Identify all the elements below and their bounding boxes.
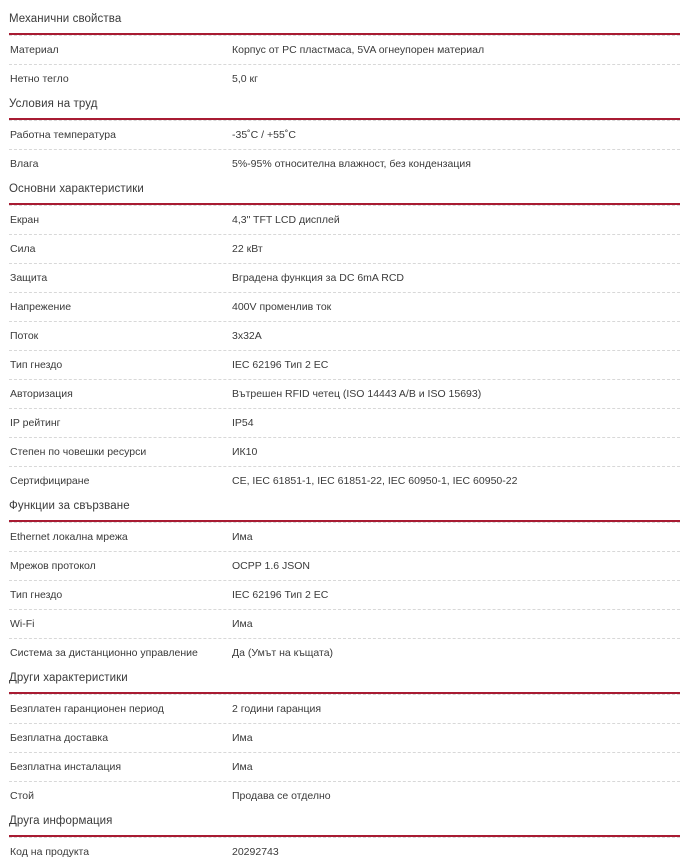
section-heading: Условия на труд [9,98,98,110]
spec-section [0,495,692,667]
spec-value: 4,3" TFT LCD дисплей [232,214,340,226]
spec-label: Напрежение [10,301,72,313]
spec-row [9,120,680,149]
spec-value: Има [232,618,253,630]
spec-label: Безплатна инсталация [10,761,122,773]
spec-label: Код на продукта [10,846,90,858]
spec-section [0,667,692,810]
spec-value: 20292743 [232,846,279,858]
section-heading: Друга информация [9,815,113,827]
spec-value: 5%-95% относителна влажност, без кондензация [232,158,471,170]
spec-value: Да (Умът на къщата) [232,647,334,659]
spec-row [9,638,680,667]
spec-label: Защита [10,272,48,284]
spec-value: Вътрешен RFID четец (ISO 14443 A/B и ISO 15693) [232,388,482,400]
spec-section [0,93,692,178]
spec-row [9,292,680,321]
spec-label: Влага [10,158,39,170]
spec-label: Стой [10,790,34,802]
spec-row [9,609,680,638]
spec-value: 2 години гаранция [232,703,322,715]
spec-label: Безплатна доставка [10,732,109,744]
spec-value: IP54 [232,417,254,429]
spec-value: Вградена функция за DC 6mA RCD [232,272,405,284]
spec-value: Има [232,531,253,543]
spec-label: Нетно тегло [10,73,69,85]
spec-value: -35˚C / +55˚C [232,129,296,141]
spec-row [9,723,680,752]
spec-label: IP рейтинг [10,417,61,429]
spec-row [9,234,680,263]
spec-row [9,321,680,350]
spec-value: 22 кВт [232,243,263,255]
spec-value: OCPP 1.6 JSON [232,560,311,572]
spec-value: CE, IEC 61851-1, IEC 61851-22, IEC 60950-1, IEC 60950-22 [232,475,518,487]
spec-row [9,205,680,234]
spec-label: Мрежов протокол [10,560,96,572]
section-heading: Механични свойства [9,13,122,25]
spec-row [9,781,680,810]
spec-label: Сертифициране [10,475,90,487]
section-heading: Основни характеристики [9,183,144,195]
spec-value: Корпус от PC пластмаса, 5VA огнеупорен материал [232,44,485,56]
spec-row [9,466,680,495]
spec-row [9,580,680,609]
section-heading: Други характеристики [9,672,128,684]
spec-row [9,263,680,292]
spec-row [9,551,680,580]
spec-row [9,408,680,437]
spec-section [0,8,692,93]
spec-label: Тип гнездо [10,589,63,601]
spec-value: IEC 62196 Тип 2 ЕС [232,589,329,601]
spec-row [9,522,680,551]
spec-label: Екран [10,214,40,226]
spec-label: Тип гнездо [10,359,63,371]
spec-value: Продава се отделно [232,790,331,802]
spec-value: Има [232,761,253,773]
spec-row [9,149,680,178]
spec-label: Wi-Fi [10,618,35,630]
spec-row [9,379,680,408]
spec-row [9,694,680,723]
spec-label: Сила [10,243,36,255]
spec-value: 400V променлив ток [232,301,332,313]
spec-value: IEC 62196 Тип 2 ЕС [232,359,329,371]
spec-label: Система за дистанционно управление [10,647,198,659]
spec-value: Има [232,732,253,744]
spec-row [9,350,680,379]
spec-row [9,752,680,781]
spec-value: 3x32A [232,330,262,342]
spec-label: Степен по човешки ресурси [10,446,147,458]
spec-row [9,437,680,466]
spec-label: Материал [10,44,59,56]
spec-label: Безплатен гаранционен период [10,703,164,715]
section-heading: Функции за свързване [9,500,130,512]
spec-label: Работна температура [10,129,116,141]
spec-row [9,64,680,93]
spec-section [0,178,692,495]
spec-row [9,35,680,64]
spec-label: Поток [10,330,39,342]
spec-section [0,810,692,866]
spec-row [9,837,680,866]
spec-value: ИК10 [232,446,258,458]
spec-value: 5,0 кг [232,73,258,85]
spec-label: Ethernet локална мрежа [10,531,128,543]
spec-label: Авторизация [10,388,73,400]
